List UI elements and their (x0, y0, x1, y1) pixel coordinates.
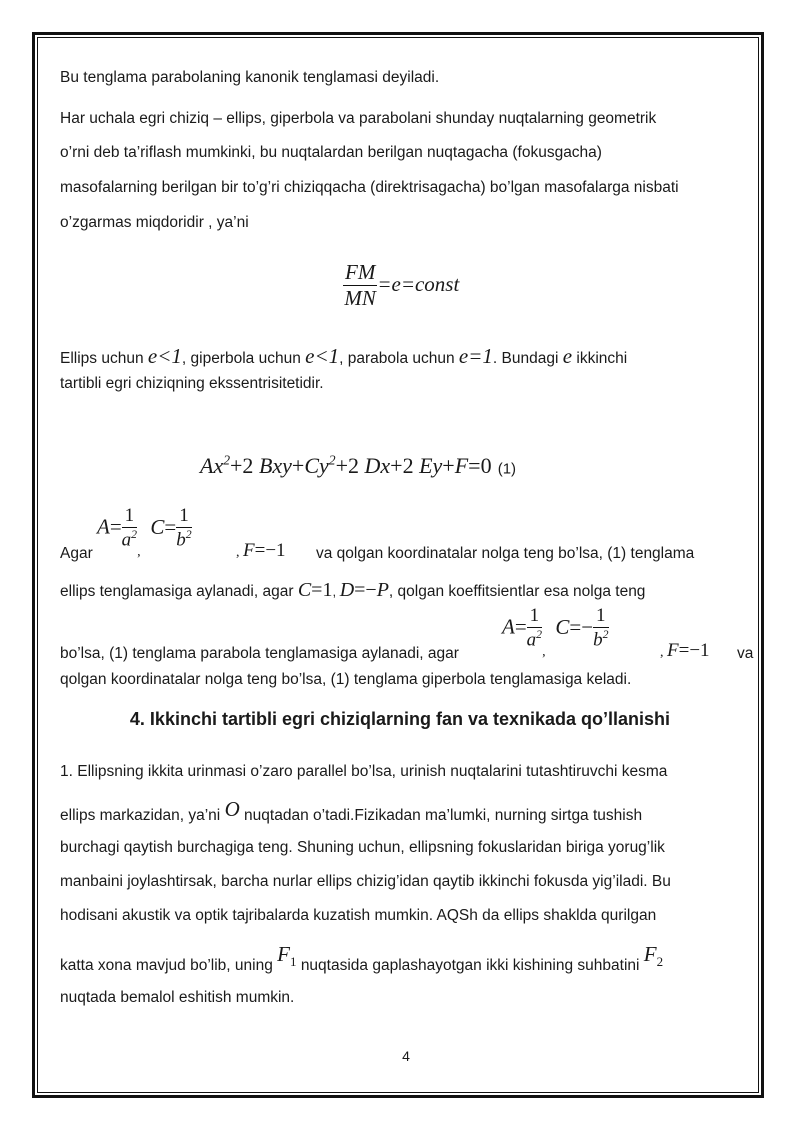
text-ellips-markazidan: ellips markazidan, ya’ni (60, 807, 221, 824)
math-e-lt-1-a: e<1 (147, 344, 182, 368)
paragraph-5-line-7: nuqtada bemalol eshitish mumkin. (60, 989, 295, 1006)
text-nuqtadan-otadi: nuqtadan o’tadi.Fizikadan ma’lumki, nurning sirtga tushish (244, 807, 643, 824)
paragraph-2-line-3: masofalarning berilgan bir to’g’ri chiziqqacha (direktrisagacha) bo’lgan masofalarga nisbati (60, 179, 679, 196)
math-F-minus-1-b: , F=−1 (660, 640, 710, 661)
eq1-denominator: MN (344, 286, 376, 310)
equation-eccentricity (343, 260, 459, 311)
paragraph-5-line-3: burchagi qaytish burchagiga teng. Shuning uchun, ellipsning fokuslaridan biriga yorug’lik (60, 839, 665, 856)
math-e-lt-1-b: e<1 (305, 344, 340, 368)
text-giperbola-uchun: , giperbola uchun (181, 350, 301, 367)
math-ellipse-coefficients: A= $\frac{1}{a^2}$ $_,$ C= $\frac{1}{b^2}$ (97, 505, 192, 560)
paragraph-2-line-1: Har uchala egri chiziq – ellips, giperbola va parabolani shunday nuqtalarning geometrik (60, 110, 657, 127)
text-parabola-uchun: , parabola uchun (339, 350, 455, 367)
math-F-minus-1-a: , F=−1 (236, 540, 286, 561)
text-qolgan-koeffitsientlar: , qolgan koeffitsientlar esa nolga teng (388, 583, 646, 600)
equation-number: (1) (497, 460, 517, 478)
equation-general-conic: $Ax^2+2$ $Bxy+Cy^2+2$ Dx+2 Ey+F=0 (1) (200, 453, 517, 479)
text-agar: Agar (60, 545, 93, 562)
math-F2: $F_2$ (643, 942, 664, 970)
math-hyperbola-coefficients: A= $\frac{1}{a^2}$ $_,$ C=− $\frac{1}{b^2}$ (502, 605, 609, 660)
paragraph-3-line-1 (60, 346, 627, 369)
page-number: 4 (402, 1048, 410, 1064)
section-heading: 4. Ikkinchi tartibli egri chiziqlarning fan va texnikada qo’llanishi (129, 709, 671, 729)
text-ellips-uchun: Ellips uchun (60, 350, 144, 367)
paragraph-5-line-2 (60, 797, 643, 826)
paragraph-4-line-1: va qolgan koordinatalar nolga teng bo’lsa, (1) tenglama (316, 545, 695, 562)
text-ellips-tenglamasiga: ellips tenglamasiga aylanadi, agar (60, 583, 294, 600)
paragraph-3-line-2: tartibli egri chiziqning ekssentrisitetidir. (60, 375, 324, 392)
text-bundagi: . Bundagi (492, 350, 559, 367)
paragraph-5-line-4: manbaini joylashtirsak, barcha nurlar ellips chizig’idan qaytib ikkinchi fokusda yig’iladi. Bu (60, 873, 671, 890)
paragraph-1: Bu tenglama parabolaning kanonik tenglamasi deyiladi. (60, 69, 440, 86)
math-O: O (224, 797, 240, 821)
paragraph-2-line-4: o’zgarmas miqdoridir , ya’ni (60, 214, 249, 231)
paragraph-2-line-2: o’rni deb ta’riflash mumkinki, bu nuqtalardan berilgan nuqtagacha (fokusgacha) (60, 144, 602, 161)
math-e: e (562, 344, 573, 368)
text-katta-xona: katta xona mavjud bo’lib, uning (60, 957, 273, 974)
text-ikkinchi: ikkinchi (576, 350, 628, 367)
text-nuqtasida-gaplashayotgan: nuqtasida gaplashayotgan ikki kishining suhbatini (300, 957, 640, 974)
paragraph-5-line-1: 1. Ellipsning ikkita urinmasi o’zaro parallel bo’lsa, urinish nuqtalarini tutashtiruvchi kesma (60, 763, 668, 780)
paragraph-5-line-5: hodisani akustik va optik tajribalarda kuzatish mumkin. AQSh da ellips shakldа qurilgan (60, 907, 657, 924)
paragraph-4-line-2: ellips tenglamasiga aylanadi, agar C=1, D=−P, qolgan koeffitsientlar esa nolga teng (60, 579, 646, 601)
paragraph-4-line-4: qolgan koordinatalar nolga teng bo’lsa, (1) tenglama giperbola tenglamasiga keladi. (60, 671, 632, 688)
eq1-numerator: FM (345, 260, 376, 284)
eq1-rhs: =e=const (377, 272, 460, 297)
text-va: va (737, 645, 754, 662)
paragraph-5-line-6 (60, 942, 664, 981)
math-F1: $F_1$ (277, 942, 297, 970)
paragraph-4-line-3: bo’lsa, (1) tenglama parabola tenglamasiga aylanadi, agar (60, 645, 459, 662)
math-e-eq-1: e=1 (458, 344, 493, 368)
